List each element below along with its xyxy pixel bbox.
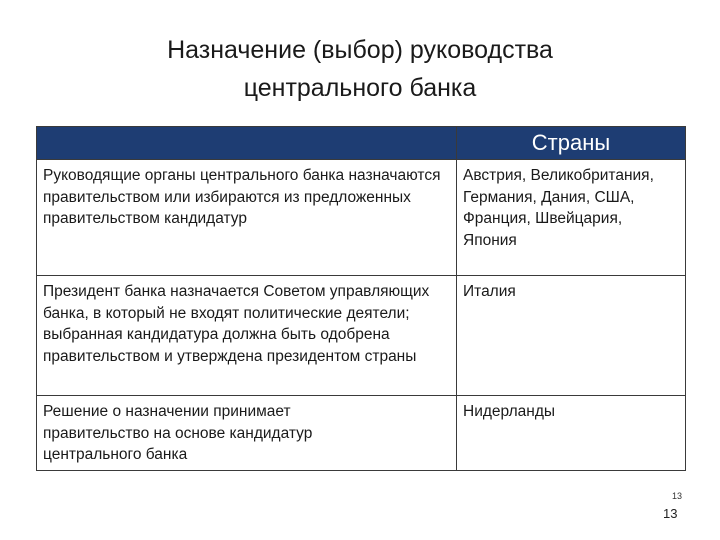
slide-title — [0, 31, 720, 107]
slide-title-line-1: Назначение (выбор) руководства — [167, 36, 553, 64]
table-row — [37, 396, 686, 471]
row-countries: Италия — [457, 276, 686, 396]
table-header-row — [37, 127, 686, 160]
page-number-small: 13 — [672, 491, 683, 501]
slide-title-line-2: центрального банка — [243, 74, 477, 102]
header-cell-description — [37, 127, 457, 160]
table-row — [37, 160, 686, 276]
appointment-table — [36, 126, 686, 471]
page-number: 13 — [663, 506, 678, 521]
row-description: Решение о назначении принимает правительство на основе кандидатур центрального банка — [37, 396, 457, 471]
row-countries: Нидерланды — [457, 396, 686, 471]
row-countries: Австрия, Великобритания, Германия, Дания, США, Франция, Швейцария, Япония — [457, 160, 686, 276]
row-description: Руководящие органы центрального банка назначаются правительством или избираются из предложенных правительством кандидатур — [37, 160, 457, 276]
row-description: Президент банка назначается Советом управляющих банка, в который не входят политические деятели; выбранная кандидатура должна быть одобрена правительством и утверждена президентом страны — [37, 276, 457, 396]
header-cell-countries: Страны — [457, 127, 686, 160]
table-row — [37, 276, 686, 396]
